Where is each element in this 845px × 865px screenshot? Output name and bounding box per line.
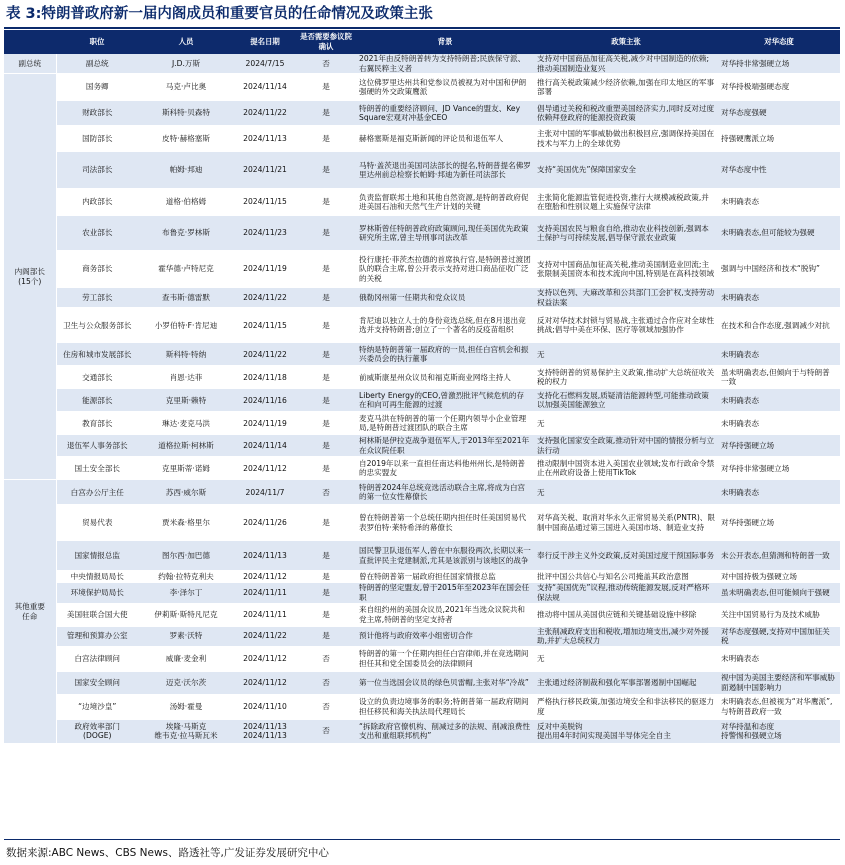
table-row [4,480,840,505]
background-cell: 麦克马洪在特朗普的第一个任期内领导小企业管理局,是特朗普过渡团队的联合主席 [356,412,534,435]
senate-cell: 是 [296,505,356,541]
table-row [4,626,840,646]
person-cell: 道格·伯格姆 [138,189,234,216]
position-cell: 贸易代表 [56,505,138,541]
background-cell: 国民警卫队退伍军人,曾在中东服役两次,长期以来一直批评民主党建制派,尤其是该派别与该地区的战争 [356,541,534,571]
person-cell: 汤姆·霍曼 [138,694,234,719]
stance-cell: 持强硬鹰派立场 [718,126,840,152]
person-cell: 迈克·沃尔茨 [138,671,234,694]
background-cell: 曾在特朗普第一届政府担任国家情报总监 [356,571,534,583]
person-cell: 图尔西·加巴德 [138,541,234,571]
policy-cell: 奉行反干涉主义外交政策,反对美国过度干预国际事务 [534,541,718,571]
date-cell: 2024/11/22 [234,343,296,366]
position-cell: 白宫法律顾问 [56,646,138,671]
senate-cell: 否 [296,719,356,743]
stance-cell: 对华态度强硬,支持对中国加征关税 [718,626,840,646]
policy-cell: 对华高关税、取消对华永久正常贸易关系(PNTR)、限制中国商品通过第三国进入美国市场、制造业支持 [534,505,718,541]
date-cell: 2024/11/12 [234,571,296,583]
person-cell: 布鲁克·罗林斯 [138,216,234,251]
position-cell: 内政部长 [56,189,138,216]
senate-cell: 是 [296,389,356,412]
header-group [4,30,56,54]
header-row [4,30,840,54]
date-cell: 2024/11/19 [234,412,296,435]
policy-cell: 主张对中国的军事威胁做出积极回应,强调保持美国在技术与军力上的全球优势 [534,126,718,152]
background-cell: 投行康托·菲茨杰拉德的首席执行官,是特朗普过渡团队的联合主席,曾公开表示支持对进口商品征收广泛的关税 [356,251,534,288]
date-cell: 2024/11/11 [234,603,296,626]
table-row [4,435,840,457]
senate-cell: 是 [296,74,356,101]
person-cell: 帕姆·邦迪 [138,152,234,189]
header-person: 人员 [138,30,234,54]
person-cell: 马克·卢比奥 [138,74,234,101]
header-policy: 政策主张 [534,30,718,54]
person-cell: 小罗伯特·F·肯尼迪 [138,308,234,343]
position-cell: 中央情报局局长 [56,571,138,583]
date-cell: 2024/11/15 [234,189,296,216]
stance-cell: 未明确表态 [718,389,840,412]
background-cell: 自2019年以来一直担任南达科他州州长,是特朗普的忠实盟友 [356,457,534,480]
person-cell: 伊莉斯·斯特凡尼克 [138,603,234,626]
position-cell: 管理和预算办公室 [56,626,138,646]
date-cell: 2024/11/7 [234,480,296,505]
senate-cell: 是 [296,251,356,288]
policy-cell: 支持对中国商品加征高关税,减少对中国制造的依赖;推动美国制造业复兴 [534,54,718,74]
senate-cell: 是 [296,366,356,389]
stance-cell: 虽未明确表态,但可能倾向于强硬 [718,583,840,603]
policy-cell: 主张削减政府支出和税收,增加边境支出,减少对外援助,并扩大总统权力 [534,626,718,646]
senate-cell: 是 [296,308,356,343]
policy-cell: 严格执行移民政策,加强边境安全和非法移民的驱逐力度 [534,694,718,719]
background-cell: 罗林斯曾任特朗普政府政策顾问,现任美国优先政策研究所主席,曾主导刑事司法改革 [356,216,534,251]
stance-cell: 未公开表态,但猜测和特朗普一致 [718,541,840,571]
table-row [4,505,840,541]
background-cell: 这位佛罗里达州共和党参议员被视为对中国和伊朗强硬的外交政策鹰派 [356,74,534,101]
background-cell: 柯林斯是伊拉克战争退伍军人,于2013年至2021年在众议院任职 [356,435,534,457]
background-cell: 2021年由反特朗普转为支持特朗普;民族保守派、右翼民粹主义者 [356,54,534,74]
table-row [4,343,840,366]
policy-cell: 主张通过经济制裁和强化军事部署遏制中国崛起 [534,671,718,694]
background-cell: 特纳是特朗普第一届政府的一员,担任白宫机会和振兴委员会的执行董事 [356,343,534,366]
person-cell: J.D.万斯 [138,54,234,74]
policy-cell: 推动将中国从美国供应链和关键基础设施中移除 [534,603,718,626]
person-cell: 道格拉斯·柯林斯 [138,435,234,457]
background-cell: “拆除政府官僚机构、削减过多的法规、削减浪费性支出和重组联邦机构” [356,719,534,743]
date-cell: 2024/11/12 [234,646,296,671]
stance-cell: 对中国持极为强硬立场 [718,571,840,583]
table-row [4,541,840,571]
position-cell: “边境沙皇” [56,694,138,719]
date-cell: 2024/11/23 [234,216,296,251]
stance-cell: 未明确表态 [718,189,840,216]
background-cell: 特朗普2024年总统竞选活动联合主席,将成为白宫的第一位女性幕僚长 [356,480,534,505]
person-cell: 霍华德·卢特尼克 [138,251,234,288]
date-cell: 2024/11/21 [234,152,296,189]
position-cell: 司法部长 [56,152,138,189]
group-cell: 内阁部长 (15个) [4,74,56,480]
position-cell: 卫生与公众服务部长 [56,308,138,343]
table-row [4,288,840,308]
person-cell: 斯科特·特纳 [138,343,234,366]
policy-cell: 反对对华技术封锁与贸易战,主张通过合作应对全球性挑战;倡导中美在环保、医疗等领域加强协作 [534,308,718,343]
table-body [4,54,840,743]
position-cell: 商务部长 [56,251,138,288]
table-row [4,646,840,671]
person-cell: 威廉·麦金利 [138,646,234,671]
date-cell: 2024/11/12 [234,671,296,694]
header-senate: 是否需要参议院确认 [296,30,356,54]
date-cell: 2024/11/13 [234,126,296,152]
title-rule [4,27,840,29]
background-cell: 特朗普的重要经济顾问、JD Vance的盟友、Key Square宏观对冲基金CEO [356,101,534,126]
senate-cell: 是 [296,603,356,626]
date-cell: 2024/11/22 [234,288,296,308]
position-cell: 国家情报总监 [56,541,138,571]
position-cell: 白宫办公厅主任 [56,480,138,505]
date-cell: 2024/11/14 [234,74,296,101]
date-cell: 2024/11/13 2024/11/13 [234,719,296,743]
policy-cell: 主张简化能源监管促进投资,推行大规模减税政策,并在堕胎和性别议题上实施保守法律 [534,189,718,216]
policy-cell: 倡导通过关税和税改重塑美国经济实力,同时反对过度依赖拜登政府的能源投资政策 [534,101,718,126]
stance-cell: 虽未明确表态,但倾向于与特朗普一致 [718,366,840,389]
header-background: 背景 [356,30,534,54]
stance-cell: 对华持温和态度 持警惕和强硬立场 [718,719,840,743]
date-cell: 2024/11/12 [234,457,296,480]
table-row [4,54,840,74]
person-cell: 苏西·威尔斯 [138,480,234,505]
senate-cell: 是 [296,152,356,189]
table-row [4,189,840,216]
senate-cell: 是 [296,571,356,583]
person-cell: 李·泽尔丁 [138,583,234,603]
stance-cell: 关注中国贸易行为及技术威胁 [718,603,840,626]
date-cell: 2024/11/19 [234,251,296,288]
policy-cell: 反对中美脱钩 提出用4年时间实现美国半导体完全自主 [534,719,718,743]
date-cell: 2024/7/15 [234,54,296,74]
policy-cell: 支持化石燃料发展,质疑清洁能源转型,可能推动政策以加强美国能源独立 [534,389,718,412]
date-cell: 2024/11/16 [234,389,296,412]
senate-cell: 否 [296,54,356,74]
background-cell: 负责监督联邦土地和其他自然资源,是特朗普政府促进美国石油和天然气生产计划的关键 [356,189,534,216]
stance-cell: 对华态度强硬 [718,101,840,126]
policy-cell: 支持“美国优先”议程,推动传统能源发展,反对严格环保法规 [534,583,718,603]
table-row [4,216,840,251]
position-cell: 财政部长 [56,101,138,126]
table-row [4,251,840,288]
table-row [4,126,840,152]
stance-cell: 在技术和合作态度,强调减少对抗 [718,308,840,343]
policy-cell: 支持美国农民与粮食自给,推动农业科技创新,强调本土保护与可持续发展,倡导保守派农业政策 [534,216,718,251]
stance-cell: 对华持极端强硬态度 [718,74,840,101]
senate-cell: 否 [296,646,356,671]
background-cell: 曾在特朗普第一个总统任期内担任时任美国贸易代表罗伯特·莱特希泽的幕僚长 [356,505,534,541]
stance-cell: 视中国为美国主要经济和军事威胁面遏制中国影响力 [718,671,840,694]
position-cell: 退伍军人事务部长 [56,435,138,457]
person-cell: 贾米森·格里尔 [138,505,234,541]
person-cell: 肖恩·达菲 [138,366,234,389]
table-row [4,457,840,480]
table-row [4,719,840,743]
group-cell: 其他重要 任命 [4,480,56,743]
senate-cell: 是 [296,343,356,366]
position-cell: 国防部长 [56,126,138,152]
date-cell: 2024/11/15 [234,308,296,343]
senate-cell: 否 [296,480,356,505]
stance-cell: 强调与中国经济和技术“脱钩” [718,251,840,288]
table-title: 表 3:特朗普政府新一届内阁成员和重要官员的任命情况及政策主张 [6,6,433,22]
stance-cell: 未明确表态 [718,288,840,308]
senate-cell: 是 [296,126,356,152]
person-cell: 克里斯蒂·诺姆 [138,457,234,480]
senate-cell: 是 [296,583,356,603]
date-cell: 2024/11/11 [234,583,296,603]
policy-cell: 无 [534,480,718,505]
position-cell: 副总统 [56,54,138,74]
table-row [4,308,840,343]
person-cell: 埃隆·马斯克 维韦克·拉马斯瓦米 [138,719,234,743]
background-cell: Liberty Energy的CEO,曾激烈批评气候危机的存在和向可再生能源的过渡 [356,389,534,412]
table-row [4,603,840,626]
stance-cell: 未明确表态 [718,412,840,435]
date-cell: 2024/11/13 [234,541,296,571]
person-cell: 罗素·沃特 [138,626,234,646]
table-row [4,101,840,126]
person-cell: 查韦斯·德雷默 [138,288,234,308]
policy-cell: 无 [534,343,718,366]
policy-cell: 批评中国公共信心与知名公司掩盖其政治意图 [534,571,718,583]
senate-cell: 是 [296,101,356,126]
background-cell: 马特·盖茨退出美国司法部长的提名,特朗普提名佛罗里达州前总检察长帕姆·邦迪为新任司法部长 [356,152,534,189]
stance-cell: 未明确表态,但可能较为强硬 [718,216,840,251]
date-cell: 2024/11/18 [234,366,296,389]
background-cell: 俄勒冈州第一任期共和党众议员 [356,288,534,308]
person-cell: 琳达·麦克马洪 [138,412,234,435]
date-cell: 2024/11/10 [234,694,296,719]
background-cell: 设立的负责边境事务的职务;特朗普第一届政府期间担任移民和海关执法局代理局长 [356,694,534,719]
position-cell: 住房和城市发展部长 [56,343,138,366]
position-cell: 美国驻联合国大使 [56,603,138,626]
table-row [4,152,840,189]
stance-cell: 未明确表态,但被视为“对华鹰派”,与特朗普政府一致 [718,694,840,719]
position-cell: 国家安全顾问 [56,671,138,694]
senate-cell: 是 [296,541,356,571]
background-cell: 赫格塞斯是福克斯新闻的评论员和退伍军人 [356,126,534,152]
senate-cell: 是 [296,288,356,308]
group-cell: 副总统 [4,54,56,74]
stance-cell: 对华态度中性 [718,152,840,189]
person-cell: 约翰·拉特克利夫 [138,571,234,583]
senate-cell: 是 [296,457,356,480]
stance-cell: 对华持强硬立场 [718,435,840,457]
appointments-table [4,30,840,744]
position-cell: 劳工部长 [56,288,138,308]
person-cell: 克里斯·赖特 [138,389,234,412]
stance-cell: 未明确表态 [718,480,840,505]
background-cell: 来自纽约州的美国众议员,2021年当选众议院共和党主席,特朗普的坚定支持者 [356,603,534,626]
header-position: 职位 [56,30,138,54]
table-row [4,571,840,583]
position-cell: 农业部长 [56,216,138,251]
source-rule [4,839,840,840]
background-cell: 第一位当选国会议员的绿色贝雷帽,主张对华“冷战” [356,671,534,694]
background-cell: 特朗普的坚定盟友,曾于2015年至2023年在国会任职 [356,583,534,603]
position-cell: 政府效率部门 (DOGE) [56,719,138,743]
stance-cell: 未明确表态 [718,646,840,671]
senate-cell: 是 [296,189,356,216]
table-row [4,583,840,603]
stance-cell: 对华持非常强硬立场 [718,54,840,74]
policy-cell: 支持特朗普的贸易保护主义政策,推动扩大总统征收关税的权力 [534,366,718,389]
policy-cell: 无 [534,646,718,671]
background-cell: 肯尼迪以独立人士的身份竞选总统,但在8月退出竞选并支持特朗普;创立了一个著名的反疫苗组织 [356,308,534,343]
position-cell: 环境保护局局长 [56,583,138,603]
stance-cell: 未明确表态 [718,343,840,366]
person-cell: 皮特·赫格塞斯 [138,126,234,152]
senate-cell: 是 [296,412,356,435]
senate-cell: 否 [296,694,356,719]
date-cell: 2024/11/22 [234,626,296,646]
policy-cell: 支持对中国商品加征高关税,推动美国制造业回流;主张限制美国资本和技术流向中国,特别是在高科技领域 [534,251,718,288]
header-stance: 对华态度 [718,30,840,54]
date-cell: 2024/11/26 [234,505,296,541]
background-cell: 预计他将与政府效率小组密切合作 [356,626,534,646]
senate-cell: 是 [296,626,356,646]
table-row [4,366,840,389]
policy-cell: 支持以色列、大麻改革和公共部门工会扩权,支持劳动权益法案 [534,288,718,308]
background-cell: 前威斯康星州众议员和福克斯商业网络主持人 [356,366,534,389]
header-date: 提名日期 [234,30,296,54]
policy-cell: 推行高关税政策减少经济依赖,加强在印太地区的军事部署 [534,74,718,101]
policy-cell: 无 [534,412,718,435]
position-cell: 国务卿 [56,74,138,101]
table-row [4,412,840,435]
policy-cell: 支持强化国家安全政策,推动针对中国的情报分析与立法行动 [534,435,718,457]
date-cell: 2024/11/22 [234,101,296,126]
senate-cell: 是 [296,435,356,457]
policy-cell: 支持“美国优先”保障国家安全 [534,152,718,189]
background-cell: 特朗普的第一个任期内担任白宫律师,并在竞选期间担任其和党全国委员会的法律顾问 [356,646,534,671]
position-cell: 交通部长 [56,366,138,389]
senate-cell: 否 [296,671,356,694]
table-row [4,74,840,101]
policy-cell: 推动限制中国资本进入美国农业领域;发布行政命令禁止在州政府设备上使用TikTok [534,457,718,480]
stance-cell: 对华持非常强硬立场 [718,457,840,480]
date-cell: 2024/11/14 [234,435,296,457]
table-row [4,389,840,412]
stance-cell: 对华持强硬立场 [718,505,840,541]
table-row [4,694,840,719]
senate-cell: 是 [296,216,356,251]
table-row [4,671,840,694]
position-cell: 教育部长 [56,412,138,435]
position-cell: 国土安全部长 [56,457,138,480]
source-note: 数据来源:ABC News、CBS News、路透社等,广发证券发展研究中心 [6,847,329,859]
person-cell: 斯科特·贝森特 [138,101,234,126]
position-cell: 能源部长 [56,389,138,412]
